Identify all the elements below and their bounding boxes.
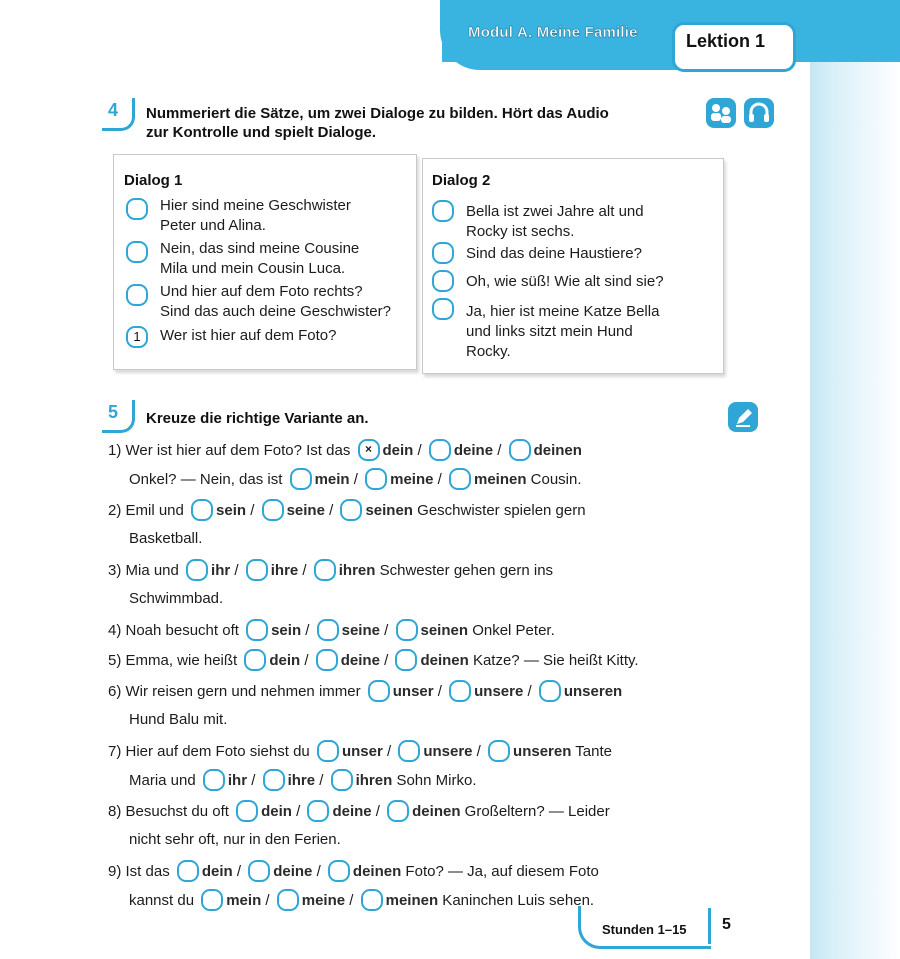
header-white-area: [92, 0, 442, 62]
option-word: unsere: [423, 742, 473, 760]
option-word: meine: [390, 470, 434, 488]
option-checkbox[interactable]: [488, 740, 510, 762]
row-text: Basketball.: [129, 530, 203, 547]
option-word: deine: [340, 651, 380, 669]
footer-divider: [708, 908, 711, 944]
option-word: deinen: [352, 862, 402, 880]
pencil-icon: [728, 402, 758, 432]
row-text: /: [493, 441, 506, 459]
row-text: Foto? — Ja, auf diesem Foto: [401, 862, 599, 880]
row-text: kannst du: [129, 891, 199, 909]
option-word: seinen: [365, 501, 413, 519]
row-text: /: [433, 470, 446, 488]
option-checkbox[interactable]: [340, 499, 362, 521]
row-text: /: [298, 561, 311, 579]
option-word: mein: [226, 891, 262, 909]
option-word: dein: [269, 651, 301, 669]
option-word: ihren: [338, 561, 376, 579]
option-checkbox[interactable]: [263, 769, 285, 791]
option-word: ihre: [287, 771, 316, 789]
option-checkbox[interactable]: [177, 860, 199, 882]
task5-row-6b: [129, 709, 227, 731]
row-text: 8) Besuchst du oft: [108, 802, 234, 820]
task5-instruction: Kreuze die richtige Variante an.: [146, 410, 369, 427]
row-text: 1) Wer ist hier auf dem Foto? Ist das: [108, 441, 355, 459]
option-word: unsere: [474, 682, 524, 700]
task5-row-2a: [108, 499, 586, 521]
task5-row-2b: [129, 528, 202, 550]
row-text: Tante: [571, 742, 612, 760]
row-text: 9) Ist das: [108, 862, 174, 880]
option-word: dein: [382, 441, 414, 459]
dialog2-box-1[interactable]: [432, 200, 454, 222]
row-text: /: [291, 802, 305, 820]
row-text: /: [349, 470, 363, 488]
dialog1-box-3[interactable]: [126, 284, 148, 306]
task5-row-3a: [108, 559, 553, 581]
option-checkbox[interactable]: [449, 680, 471, 702]
row-text: Cousin.: [526, 470, 582, 488]
exercise-number-5: 5: [102, 400, 132, 430]
option-word: deine: [332, 802, 372, 820]
option-word: dein: [201, 862, 233, 880]
dialog2-item-2: Sind das deine Haustiere?: [466, 245, 642, 262]
row-text: /: [301, 621, 314, 639]
option-checkbox[interactable]: [186, 559, 208, 581]
row-text: /: [379, 651, 393, 669]
option-checkbox[interactable]: [244, 649, 266, 671]
option-word: seine: [286, 501, 325, 519]
option-checkbox[interactable]: [398, 740, 420, 762]
dialog1-item-1: Hier sind meine Geschwister Peter und Alina.: [160, 197, 351, 234]
dialog1-title: Dialog 1: [124, 172, 183, 189]
dialog2-title: Dialog 2: [432, 172, 491, 189]
row-text: Sohn Mirko.: [392, 771, 477, 789]
row-text: Onkel Peter.: [468, 621, 555, 639]
row-text: /: [261, 891, 274, 909]
row-text: /: [315, 771, 328, 789]
option-word: mein: [314, 470, 350, 488]
option-word: deinen: [533, 441, 582, 459]
option-word: unseren: [563, 682, 623, 700]
modul-title: Modul A. Meine Familie: [468, 24, 638, 41]
option-word: ihr: [227, 771, 248, 789]
row-text: Geschwister spielen gern: [412, 501, 586, 519]
task5-row-9b: [129, 889, 594, 911]
option-checkbox[interactable]: [317, 619, 339, 641]
task5-row-8a: [108, 800, 610, 822]
dialog2-item-3: Oh, wie süß! Wie alt sind sie?: [466, 273, 664, 290]
option-checkbox[interactable]: [449, 468, 471, 490]
option-checkbox[interactable]: [236, 800, 258, 822]
row-text: /: [523, 682, 536, 700]
option-word: unser: [341, 742, 383, 760]
option-checkbox[interactable]: [368, 680, 390, 702]
row-text: 2) Emil und: [108, 501, 189, 519]
row-text: Schwimmbad.: [129, 590, 224, 607]
option-checkbox[interactable]: [191, 499, 213, 521]
row-text: /: [371, 802, 385, 820]
option-checkbox[interactable]: [365, 468, 387, 490]
dialog1-item-4: Wer ist hier auf dem Foto?: [160, 327, 337, 344]
option-checkbox[interactable]: [248, 860, 270, 882]
task5-row-8b: [129, 829, 341, 851]
option-word: seinen: [420, 621, 469, 639]
task5-row-1a: [108, 439, 582, 461]
row-text: /: [232, 862, 246, 880]
option-checkbox[interactable]: [331, 769, 353, 791]
option-checkbox[interactable]: [539, 680, 561, 702]
row-text: /: [324, 501, 338, 519]
option-checkbox[interactable]: [328, 860, 350, 882]
task5-row-6a: [108, 680, 622, 702]
row-text: /: [246, 501, 259, 519]
row-text: Schwester gehen gern ins: [375, 561, 554, 579]
option-checkbox[interactable]: [509, 439, 531, 461]
row-text: /: [433, 682, 447, 700]
task5-row-5: [108, 649, 639, 671]
option-checkbox[interactable]: ×: [358, 439, 380, 461]
option-word: ihren: [355, 771, 393, 789]
page-number: 5: [722, 916, 731, 933]
row-text: /: [312, 862, 325, 880]
option-word: ihr: [211, 561, 231, 579]
option-checkbox[interactable]: [262, 499, 284, 521]
task4-instruction: Nummeriert die Sätze, um zwei Dialoge zu bilden. Hört das Audio zur Kontrolle und spielt Dialoge.: [146, 105, 609, 141]
dialog1-box-4[interactable]: 1: [126, 326, 148, 348]
page-edge-shadow: [806, 0, 900, 959]
row-text: 7) Hier auf dem Foto siehst du: [108, 742, 314, 760]
row-text: Großeltern? — Leider: [460, 802, 610, 820]
row-text: nicht sehr oft, nur in den Ferien.: [129, 831, 341, 848]
option-checkbox[interactable]: [307, 800, 329, 822]
row-text: 3) Mia und: [108, 561, 184, 579]
exercise-number-4: 4: [102, 98, 132, 128]
option-checkbox[interactable]: [314, 559, 336, 581]
dialog1-box-1[interactable]: [126, 198, 148, 220]
option-checkbox[interactable]: [203, 769, 225, 791]
task5-row-4: [108, 619, 555, 641]
option-word: seine: [341, 621, 380, 639]
pair-work-icon: [706, 98, 736, 128]
option-word: ihre: [270, 561, 299, 579]
option-word: unseren: [513, 742, 572, 760]
task5-row-9a: [108, 860, 599, 882]
audio-headphones-icon: [744, 98, 774, 128]
option-checkbox[interactable]: [246, 619, 268, 641]
dialog2-item-4: Ja, hier ist meine Katze Bella und links sitzt mein Hund Rocky.: [466, 303, 660, 360]
row-text: Kaninchen Luis sehen.: [438, 891, 595, 909]
dialog1-item-2: Nein, das sind meine Cousine Mila und mein Cousin Luca.: [160, 240, 360, 277]
row-text: Onkel? — Nein, das ist: [129, 470, 287, 488]
option-word: meine: [301, 891, 346, 909]
row-text: Hund Balu mit.: [129, 711, 228, 728]
row-text: /: [230, 561, 243, 579]
option-word: deinen: [420, 651, 469, 669]
task5-row-3b: [129, 588, 223, 610]
option-checkbox[interactable]: [317, 740, 339, 762]
option-word: meinen: [473, 470, 527, 488]
row-text: /: [247, 771, 260, 789]
row-text: /: [379, 621, 393, 639]
option-checkbox[interactable]: [429, 439, 451, 461]
task5-row-7a: [108, 740, 612, 762]
dialog2-box-2[interactable]: [432, 242, 454, 264]
row-text: 4) Noah besucht oft: [108, 621, 244, 639]
option-checkbox[interactable]: [387, 800, 409, 822]
option-word: unser: [392, 682, 434, 700]
task5-row-1b: [129, 468, 582, 490]
footer-stunden: Stunden 1–15: [602, 922, 687, 937]
row-text: 5) Emma, wie heißt: [108, 651, 242, 669]
option-checkbox[interactable]: [290, 468, 312, 490]
option-checkbox[interactable]: [316, 649, 338, 671]
option-checkbox[interactable]: [246, 559, 268, 581]
dialog2-box-3[interactable]: [432, 270, 454, 292]
option-word: meinen: [385, 891, 439, 909]
option-word: sein: [216, 501, 247, 519]
task5-row-7b: [129, 769, 476, 791]
option-checkbox[interactable]: [361, 889, 383, 911]
dialog1-item-3: Und hier auf dem Foto rechts? Sind das auch deine Geschwister?: [160, 283, 391, 320]
row-text: /: [382, 742, 396, 760]
option-checkbox[interactable]: [395, 649, 417, 671]
row-text: 6) Wir reisen gern und nehmen immer: [108, 682, 365, 700]
option-checkbox[interactable]: [201, 889, 223, 911]
row-text: Katze? — Sie heißt Kitty.: [468, 651, 639, 669]
option-checkbox[interactable]: [396, 619, 418, 641]
option-word: deine: [453, 441, 494, 459]
lektion-label: Lektion 1: [686, 31, 766, 51]
dialog2-item-1: Bella ist zwei Jahre alt und Rocky ist sechs.: [466, 203, 644, 240]
option-word: deinen: [412, 802, 461, 820]
row-text: /: [413, 441, 426, 459]
row-text: /: [345, 891, 358, 909]
row-text: /: [472, 742, 486, 760]
option-word: deine: [273, 862, 313, 880]
dialog1-box-2[interactable]: [126, 241, 148, 263]
option-word: sein: [271, 621, 302, 639]
option-checkbox[interactable]: [277, 889, 299, 911]
row-text: /: [300, 651, 313, 669]
row-text: Maria und: [129, 771, 200, 789]
option-word: dein: [261, 802, 292, 820]
dialog2-box-4[interactable]: [432, 298, 454, 320]
